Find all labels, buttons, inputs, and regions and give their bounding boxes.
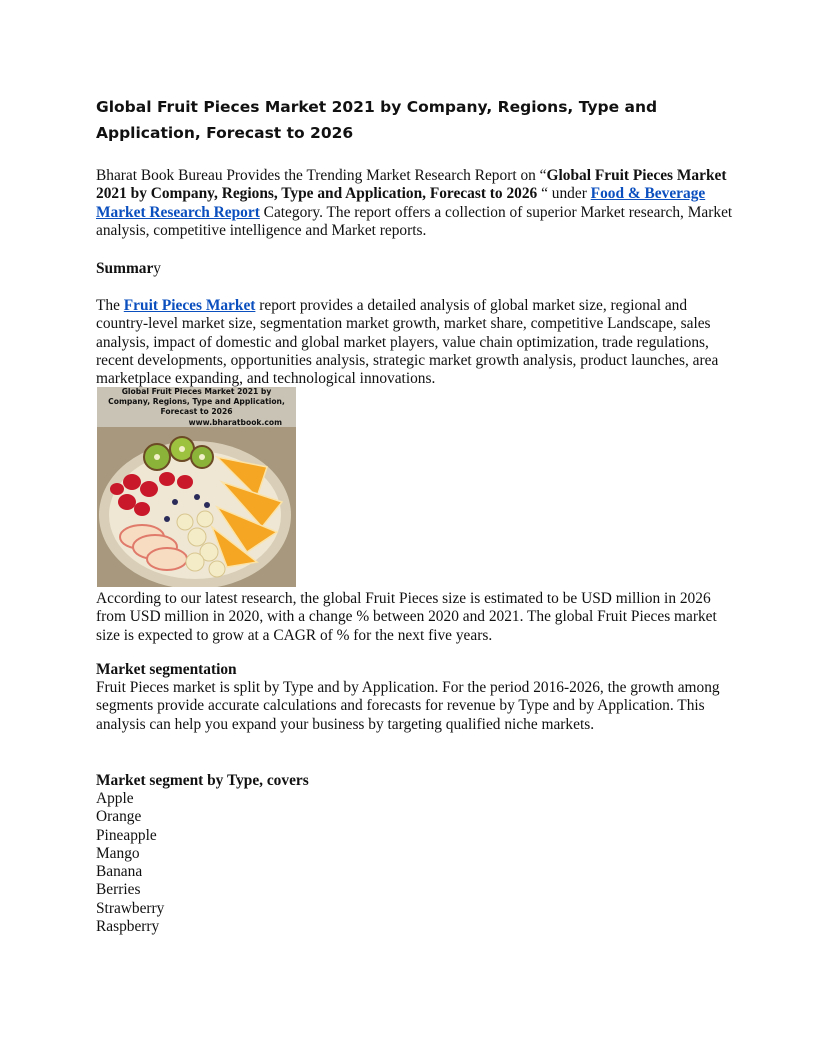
cover-caption-url: www.bharatbook.com <box>188 417 282 427</box>
cover-caption-line: Forecast to 2026 <box>160 407 233 417</box>
type-heading <box>96 772 736 790</box>
summary-text: report provides a detailed analysis of global market size, regional and country-level market size, segmentation market growth, market share, competitive Landscape, sales analysis, impact of domestic and global market players, value chain optimization, trade regulations, recent developments, opportunities analysis, strategic market growth analysis, product launches, area marketplace expanding, and technological innovations. <box>96 297 719 388</box>
fruit-plate-illustration <box>97 427 296 587</box>
intro-paragraph <box>96 167 736 240</box>
document-title: Global Fruit Pieces Market 2021 by Company, Regions, Type and Application, Forecast to 2026 <box>96 98 658 142</box>
summary-heading-bold: Summar <box>96 260 154 277</box>
intro-suffix: Category. The report offers a collection of superior Market research, Market analysis, competitive intelligence and Market reports. <box>96 203 733 239</box>
research-paragraph: According to our latest research, the global Fruit Pieces size is estimated to be USD million in 2026 from USD million in 2020, with a change % between 2020 and 2021. The global Fruit Pieces market size is expected to grow at a CAGR of % for the next five years. <box>96 590 717 644</box>
cover-caption-line: Company, Regions, Type and Application, <box>108 397 285 407</box>
summary-heading-plain: y <box>153 260 161 277</box>
type-list <box>96 790 736 936</box>
segmentation-heading <box>96 661 736 679</box>
list-item: Pineapple <box>96 826 157 844</box>
summary-prefix: The <box>96 297 124 314</box>
list-item: Apple <box>96 790 134 807</box>
market-link[interactable]: Fruit Pieces Market <box>123 297 256 314</box>
list-item: Orange <box>96 808 142 826</box>
list-item: Strawberry <box>96 899 165 917</box>
segmentation-heading-text: Market segmentation <box>96 661 237 678</box>
summary-heading <box>96 260 736 278</box>
segmentation-paragraph: Fruit Pieces market is split by Type and by Application. For the period 2016-2026, the growth among segments provide accurate calculations and forecasts for revenue by Type and by Application. This analysis can help you expand your business by targeting qualified niche markets. <box>96 679 720 733</box>
intro-middle: “ under <box>537 185 591 203</box>
cover-caption-line: Global Fruit Pieces Market 2021 by <box>121 387 272 396</box>
intro-report-name: Global Fruit Pieces Market 2021 by Company, Regions, Type and Application, Forecast to 2026 <box>96 167 727 203</box>
type-heading-text: Market segment by Type, covers <box>96 772 309 789</box>
summary-paragraph <box>96 297 736 388</box>
list-item: Raspberry <box>96 918 160 936</box>
category-link[interactable]: Food & Beverage Market Research Report <box>96 185 706 221</box>
list-item: Mango <box>96 844 140 862</box>
report-cover-image <box>97 387 296 587</box>
list-item: Berries <box>96 881 141 899</box>
list-item: Banana <box>96 863 143 881</box>
intro-prefix: Bharat Book Bureau Provides the Trending Market Research Report on “ <box>96 167 547 184</box>
